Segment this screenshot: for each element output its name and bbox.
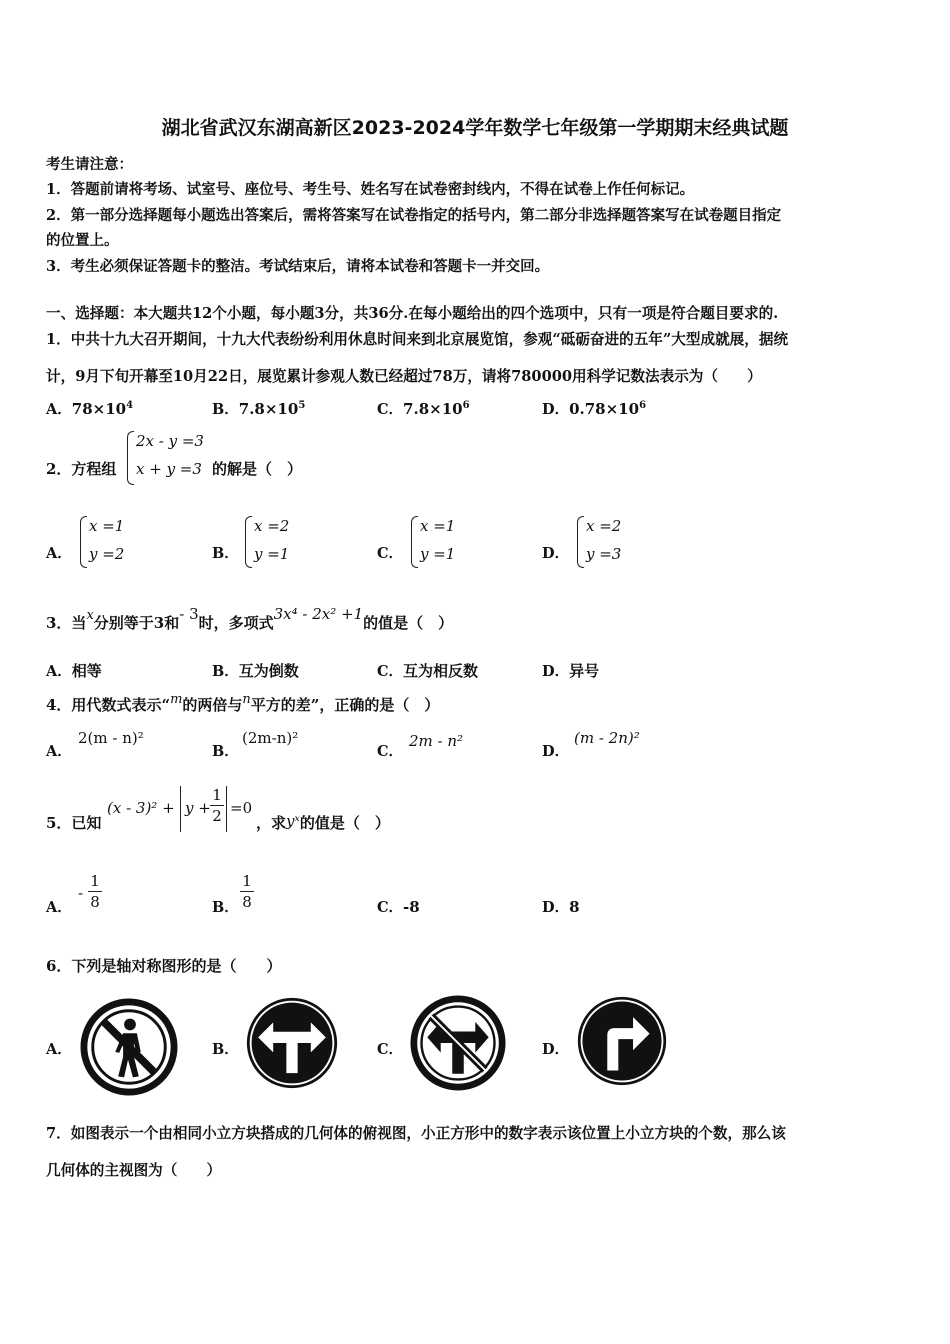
q4-stem bbox=[46, 694, 439, 715]
option-exponent: 5 bbox=[298, 400, 306, 411]
brace bbox=[411, 516, 418, 568]
option-exponent: 6 bbox=[639, 400, 647, 411]
notice-item-2-cont: 的位置上。 bbox=[46, 232, 119, 249]
denominator: 8 bbox=[242, 893, 252, 911]
equation-1: 2x - y =3 bbox=[136, 432, 204, 450]
q5-squared-term: (x - 3)² + bbox=[107, 799, 175, 817]
section-heading: 一、选择题：本大题共12个小题，每小题3分，共36分.在每小题给出的四个选项中，只有一项是符合题目要求的. bbox=[46, 305, 779, 322]
brace bbox=[127, 431, 134, 485]
q5-equals-zero: =0 bbox=[230, 799, 253, 817]
abs-bar-left bbox=[180, 786, 182, 832]
equation-1: x =2 bbox=[254, 517, 290, 535]
option-label: D． bbox=[542, 899, 570, 916]
q5-text-2: ，求 bbox=[256, 814, 287, 832]
q5-option-a-fraction bbox=[88, 872, 102, 911]
option-value: 0.78×10 bbox=[569, 400, 640, 418]
q2-option-b-system bbox=[245, 516, 315, 570]
q3-text-3: 时，多项式 bbox=[198, 614, 274, 632]
q5-tail bbox=[256, 812, 390, 833]
notice-item-2: 2．第一部分选择题每小题选出答案后，需将答案写在试卷指定的括号内，第二部分非选择题答案写在试卷题目指定 bbox=[46, 207, 782, 224]
abs-bar-right bbox=[226, 786, 228, 832]
option-exponent: 6 bbox=[462, 400, 470, 411]
q2-option-c-label: C． bbox=[377, 545, 404, 562]
q4-option-d-expr: (m - 2n)² bbox=[574, 729, 640, 747]
option-text: 异号 bbox=[569, 662, 600, 680]
q3-option-c bbox=[377, 660, 478, 681]
notice-item-3: 3．考生必须保证答题卡的整洁。考试结束后，请将本试卷和答题卡一并交回。 bbox=[46, 258, 550, 275]
numerator: 1 bbox=[212, 786, 222, 804]
q5-option-b-fraction bbox=[240, 872, 254, 911]
numerator: 1 bbox=[242, 872, 252, 890]
q2-option-c-system bbox=[411, 516, 481, 570]
denominator: 8 bbox=[90, 893, 100, 911]
equation-2: y =3 bbox=[586, 545, 622, 563]
q4-text-3: 平方的差”，正确的是（ ） bbox=[250, 696, 440, 714]
option-label: B． bbox=[212, 743, 239, 760]
option-label: A． bbox=[46, 401, 72, 418]
option-label: C． bbox=[377, 899, 404, 916]
equation-1: x =2 bbox=[586, 517, 622, 535]
option-text: 互为相反数 bbox=[403, 662, 479, 680]
q5-option-a-sign: - bbox=[78, 884, 84, 902]
q4-option-c bbox=[377, 740, 403, 761]
q2-option-d-system bbox=[577, 516, 647, 570]
q2-prefix: 2．方程组 bbox=[46, 460, 117, 478]
q6-option-d-label: D． bbox=[542, 1041, 570, 1058]
q3-text-1: 3．当 bbox=[46, 614, 87, 632]
q4-option-b bbox=[212, 740, 239, 761]
fraction-bar bbox=[210, 805, 224, 806]
q3-polynomial: 3x⁴ - 2x² +1 bbox=[273, 605, 364, 623]
denominator: 2 bbox=[212, 807, 222, 825]
q1-option-b bbox=[212, 398, 305, 419]
brace bbox=[577, 516, 584, 568]
q3-var-x: x bbox=[86, 608, 94, 623]
q2-option-a-label: A． bbox=[46, 545, 72, 562]
q4-option-c-expr: 2m - n² bbox=[409, 732, 464, 750]
equation-2: y =2 bbox=[89, 545, 125, 563]
option-label: A． bbox=[46, 663, 72, 680]
q7-line2: 几何体的主视图为（ ） bbox=[46, 1162, 222, 1179]
q5-text-1: 5．已知 bbox=[46, 814, 102, 832]
equation-2: x + y =3 bbox=[136, 460, 202, 478]
q6-option-c-label: C． bbox=[377, 1041, 404, 1058]
q5-text-3: 的值是（ ） bbox=[299, 814, 390, 832]
q4-text-2: 的两倍与 bbox=[182, 696, 243, 714]
q6-option-a-label: A． bbox=[46, 1041, 72, 1058]
option-value: 7.8×10 bbox=[403, 400, 463, 418]
q3-option-b bbox=[212, 660, 299, 681]
q3-stem bbox=[46, 605, 454, 633]
option-label: C． bbox=[377, 401, 404, 418]
q5-half-fraction bbox=[210, 786, 224, 825]
option-text: -8 bbox=[403, 898, 420, 916]
q4-option-a-expr: 2(m - n)² bbox=[78, 729, 144, 747]
q1-line2: 计，9月下旬开幕至10月22日，展览累计参观人数已经超过78万，请将780000用科学记数法表示为（ ） bbox=[46, 368, 762, 385]
no-left-or-right-turn-sign-icon bbox=[410, 995, 506, 1091]
option-label: D． bbox=[542, 743, 570, 760]
q4-var-n: n bbox=[242, 692, 251, 707]
q4-option-d bbox=[542, 740, 569, 761]
option-label: D． bbox=[542, 663, 570, 680]
fraction-bar bbox=[88, 891, 102, 892]
q1-line1: 1．中共十九大召开期间，十九大代表纷纷利用休息时间来到北京展览馆，参观“砥砺奋进的五年”大型成就展，据统 bbox=[46, 331, 789, 348]
option-value: 7.8×10 bbox=[238, 400, 299, 418]
turn-right-sign-icon bbox=[576, 995, 668, 1087]
q3-text-2: 分别等于3和 bbox=[93, 614, 180, 632]
q5-y-power-x: yˣ bbox=[286, 812, 300, 830]
notice-item-1: 1．答题前请将考场、试室号、座位号、考生号、姓名写在试卷密封线内，不得在试卷上作任何标记。 bbox=[46, 181, 695, 198]
q5-option-c bbox=[377, 896, 420, 917]
equation-2: y =1 bbox=[254, 545, 290, 563]
q4-text-1: 4．用代数式表示“ bbox=[46, 696, 171, 714]
option-text: 互为倒数 bbox=[238, 662, 299, 680]
option-label: C． bbox=[377, 663, 404, 680]
q3-option-d bbox=[542, 660, 599, 681]
q5-option-a-label: A． bbox=[46, 899, 72, 916]
q2-option-a-system bbox=[80, 516, 150, 570]
equation-2: y =1 bbox=[420, 545, 456, 563]
q4-var-m: m bbox=[170, 692, 183, 707]
q2-option-d-label: D． bbox=[542, 545, 570, 562]
q3-option-a bbox=[46, 660, 102, 681]
numerator: 1 bbox=[90, 872, 100, 890]
q5-option-b-label: B． bbox=[212, 899, 239, 916]
option-label: B． bbox=[212, 663, 239, 680]
option-exponent: 4 bbox=[126, 400, 134, 411]
option-label: D． bbox=[542, 401, 570, 418]
brace bbox=[245, 516, 252, 568]
q4-option-a bbox=[46, 740, 72, 761]
q3-text-4: 的值是（ ） bbox=[363, 614, 454, 632]
fraction-bar bbox=[240, 891, 254, 892]
q7-line1: 7．如图表示一个由相同小立方块搭成的几何体的俯视图，小正方形中的数字表示该位置上小立方块的个数，那么该 bbox=[46, 1125, 786, 1142]
equation-1: x =1 bbox=[89, 517, 125, 535]
q2-option-b-label: B． bbox=[212, 545, 239, 562]
q1-option-c bbox=[377, 398, 470, 419]
q1-option-d bbox=[542, 398, 646, 419]
option-label: C． bbox=[377, 743, 404, 760]
q3-neg-three: - 3 bbox=[179, 605, 199, 623]
q6-option-b-label: B． bbox=[212, 1041, 239, 1058]
no-pedestrians-sign-icon bbox=[80, 998, 178, 1096]
q2-suffix: 的解是（ ） bbox=[212, 460, 303, 478]
q5-y-plus: y + bbox=[185, 799, 211, 817]
notice-heading: 考生请注意： bbox=[46, 156, 133, 173]
option-text: 相等 bbox=[71, 662, 102, 680]
option-text: 8 bbox=[569, 898, 580, 916]
q6-stem: 6．下列是轴对称图形的是（ ） bbox=[46, 957, 282, 975]
q4-option-b-expr: (2m-n)² bbox=[242, 729, 299, 747]
option-label: A． bbox=[46, 743, 72, 760]
brace bbox=[80, 516, 87, 568]
q5-option-d bbox=[542, 896, 580, 917]
left-or-right-turn-sign-icon bbox=[245, 996, 339, 1090]
q1-option-a bbox=[46, 398, 133, 419]
option-value: 78×10 bbox=[71, 400, 127, 418]
equation-1: x =1 bbox=[420, 517, 456, 535]
page-title: 湖北省武汉东湖高新区2023-2024学年数学七年级第一学期期末经典试题 bbox=[161, 117, 789, 139]
option-label: B． bbox=[212, 401, 239, 418]
